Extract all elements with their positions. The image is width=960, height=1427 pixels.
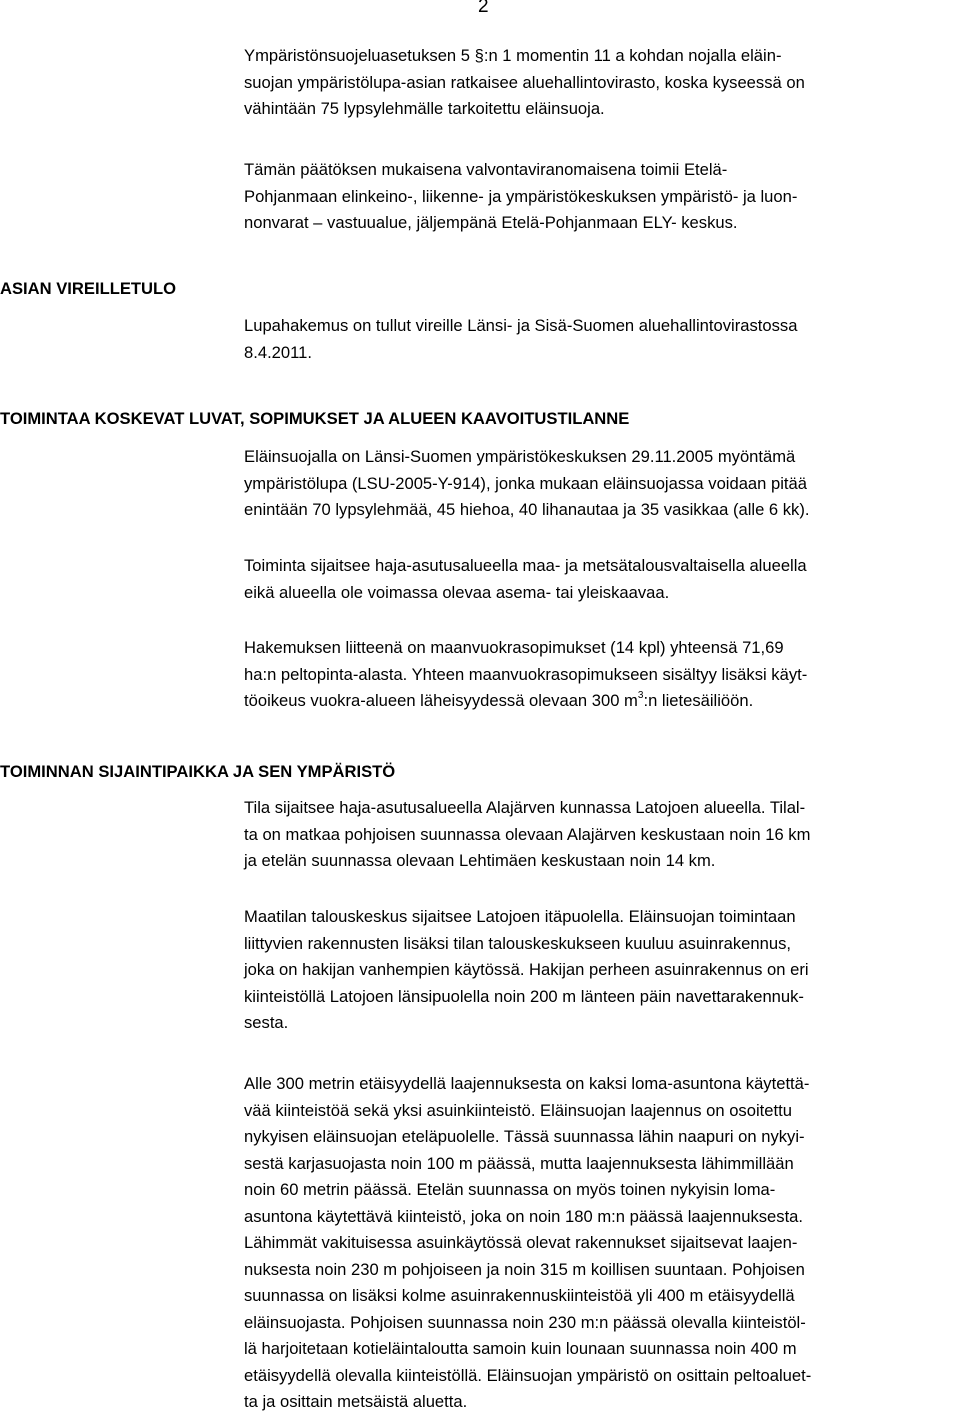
text-line: nonvarat – vastuualue, jäljempänä Etelä-Pohjanmaan ELY- keskus. bbox=[244, 213, 738, 232]
paragraph-application-filed bbox=[244, 313, 960, 366]
text-line: vähintään 75 lypsylehmälle tarkoitettu eläinsuoja. bbox=[244, 99, 605, 118]
paragraph-land-lease bbox=[244, 635, 960, 715]
text-line: lä harjoitetaan kotieläintaloutta samoin kuin lounaan suunnassa noin 400 m bbox=[244, 1339, 797, 1358]
text-line: Hakemuksen liitteenä on maanvuokrasopimukset (14 kpl) yhteensä 71,69 bbox=[244, 638, 784, 657]
superscript-exponent: 3 bbox=[637, 690, 644, 702]
text-line: ha:n peltopinta-alasta. Yhteen maanvuokrasopimukseen sisältyy lisäksi käyt- bbox=[244, 664, 808, 684]
text-segment: töoikeus vuokra-alueen läheisyydessä olevaan 300 m bbox=[244, 691, 638, 710]
text-line: nykyisen eläinsuojan eteläpuolelle. Tässä suunnassa lähin naapuri on nykyi- bbox=[244, 1127, 805, 1146]
paragraph-neighbours bbox=[244, 1071, 960, 1416]
text-line: Pohjanmaan elinkeino-, liikenne- ja ympäristökeskuksen ympäristö- ja luon- bbox=[244, 186, 798, 206]
text-line: Lähimmät vakituisessa asuinkäytössä olevat rakennukset sijaitsevat laajen- bbox=[244, 1233, 798, 1252]
text-line: sestä karjasuojasta noin 100 m päässä, mutta laajennuksesta lähimmillään bbox=[244, 1153, 794, 1173]
text-line: joka on hakijan vanhempien käytössä. Hakijan perheen asuinrakennus on eri bbox=[244, 960, 809, 979]
section-heading-application-filing: ASIAN VIREILLETULO bbox=[0, 279, 177, 298]
text-segment: :n lietesäiliöön. bbox=[643, 691, 754, 710]
text-line: eikä alueella ole voimassa olevaa asema- tai yleiskaavaa. bbox=[244, 582, 670, 602]
text-line: enintään 70 lypsylehmää, 45 hiehoa, 40 lihanautaa ja 35 vasikkaa (alle 6 kk). bbox=[244, 500, 810, 519]
text-line: liittyvien rakennusten lisäksi tilan talouskeskukseen kuuluu asuinrakennus, bbox=[244, 933, 791, 953]
text-line: ta on matkaa pohjoisen suunnassa olevaan Alajärven keskustaan noin 16 km bbox=[244, 824, 811, 844]
text-line: Ympäristönsuojeluasetuksen 5 §:n 1 momentin 11 a kohdan nojalla eläin- bbox=[244, 46, 782, 65]
text-line: nuksesta noin 230 m pohjoiseen ja noin 315 m koillisen suuntaan. Pohjoisen bbox=[244, 1259, 805, 1279]
paragraph-jurisdiction bbox=[244, 43, 960, 123]
text-line: noin 60 metrin päässä. Etelän suunnassa on myös toinen nykyisin loma- bbox=[244, 1180, 776, 1199]
text-line: Toiminta sijaitsee haja-asutusalueella maa- ja metsätalousvaltaisella alueella bbox=[244, 556, 807, 575]
paragraph-existing-permit bbox=[244, 444, 960, 524]
text-line: eläinsuojasta. Pohjoisen suunnassa noin 230 m:n päässä olevalla kiinteistöl- bbox=[244, 1312, 806, 1332]
section-heading-permits-and-zoning: TOIMINTAA KOSKEVAT LUVAT, SOPIMUKSET JA ALUEEN KAAVOITUSTILANNE bbox=[0, 409, 630, 428]
text-line: ympäristölupa (LSU-2005-Y-914), jonka mukaan eläinsuojassa voidaan pitää bbox=[244, 473, 807, 493]
page-number: 2 bbox=[478, 0, 489, 17]
text-line: vää kiinteistöä sekä yksi asuinkiinteistö. Eläinsuojan laajennus on osoitettu bbox=[244, 1100, 792, 1120]
text-line: suojan ympäristölupa-asian ratkaisee aluehallintovirasto, koska kyseessä on bbox=[244, 72, 805, 92]
paragraph-zoning-status bbox=[244, 553, 960, 606]
text-line: Tila sijaitsee haja-asutusalueella Alajärven kunnassa Latojoen alueella. Tilal- bbox=[244, 798, 806, 817]
paragraph-farm-centre bbox=[244, 904, 960, 1037]
text-line: Alle 300 metrin etäisyydellä laajennuksesta on kaksi loma-asuntona käytettä- bbox=[244, 1074, 810, 1093]
paragraph-farm-location bbox=[244, 795, 960, 875]
text-line bbox=[244, 688, 960, 715]
text-line: ta ja osittain metsäistä aluetta. bbox=[244, 1392, 468, 1411]
text-line: suunnassa on lisäksi kolme asuinrakennuskiinteistöä yli 400 m etäisyydellä bbox=[244, 1286, 795, 1305]
text-line: ja etelän suunnassa olevaan Lehtimäen keskustaan noin 14 km. bbox=[244, 851, 716, 870]
text-line: Eläinsuojalla on Länsi-Suomen ympäristökeskuksen 29.11.2005 myöntämä bbox=[244, 447, 796, 466]
text-line: sesta. bbox=[244, 1013, 289, 1032]
text-line: Maatilan talouskeskus sijaitsee Latojoen itäpuolella. Eläinsuojan toimintaan bbox=[244, 907, 796, 926]
text-line: asuntona käytettävä kiinteistö, joka on noin 180 m:n päässä laajennuksesta. bbox=[244, 1206, 804, 1226]
paragraph-supervisory-authority bbox=[244, 157, 960, 237]
text-line: Lupahakemus on tullut vireille Länsi- ja Sisä-Suomen aluehallintovirastossa bbox=[244, 316, 798, 335]
text-line: Tämän päätöksen mukaisena valvontaviranomaisena toimii Etelä- bbox=[244, 160, 728, 179]
text-line: etäisyydellä olevalla kiinteistöllä. Eläinsuojan ympäristö on osittain peltoaluet- bbox=[244, 1365, 812, 1385]
section-heading-location-and-surroundings: TOIMINNAN SIJAINTIPAIKKA JA SEN YMPÄRISTÖ bbox=[0, 762, 396, 781]
text-line: kiinteistöllä Latojoen länsipuolella noin 200 m länteen päin navettarakennuk- bbox=[244, 986, 804, 1006]
text-line: 8.4.2011. bbox=[244, 342, 312, 362]
